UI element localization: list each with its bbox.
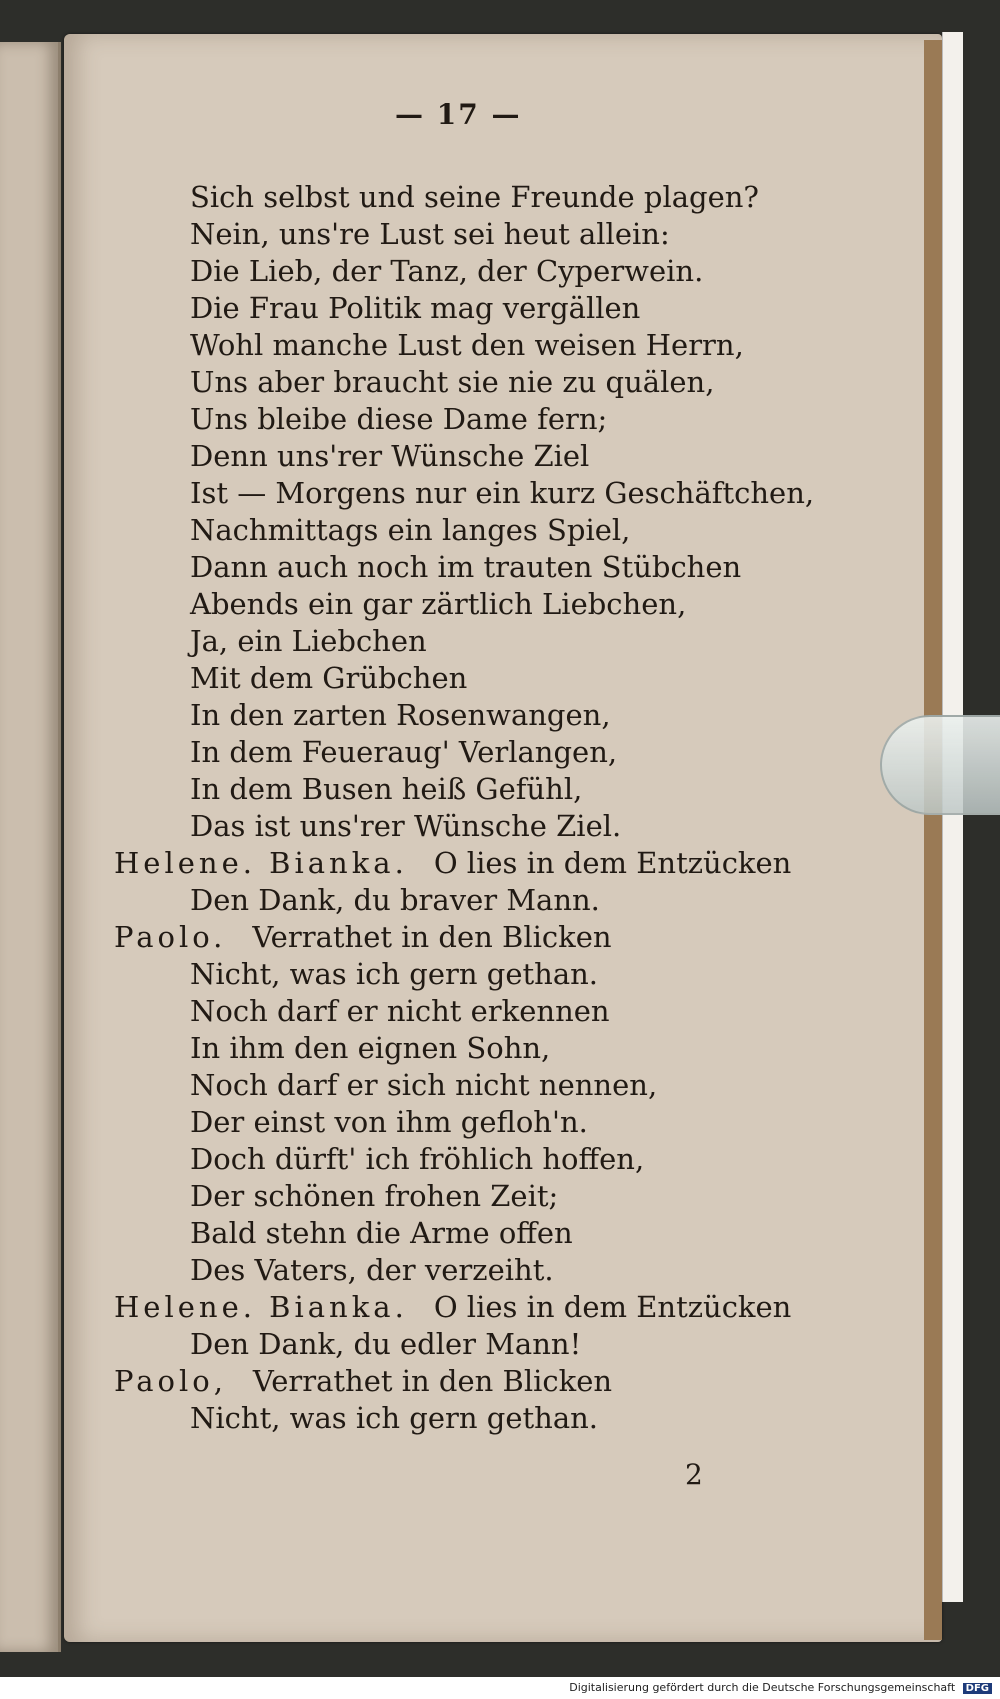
verse-line: Das ist uns'rer Wünsche Ziel. bbox=[190, 809, 622, 843]
dfg-logo: DFG bbox=[963, 1683, 992, 1694]
speaker-name: Paolo, bbox=[114, 1364, 227, 1398]
speaker-line bbox=[114, 1290, 791, 1324]
footer-credit-text: Digitalisierung gefördert durch die Deutsche Forschungsgemeinschaft bbox=[569, 1681, 956, 1694]
left-page-fragment bbox=[0, 42, 61, 1652]
verse-line: Noch darf er nicht erkennen bbox=[190, 994, 610, 1028]
page-edge bbox=[924, 40, 942, 1640]
verse-line: Mit dem Grübchen bbox=[190, 661, 468, 695]
verse-line: Sich selbst und seine Freunde plagen? bbox=[190, 180, 759, 214]
verse-line: Nicht, was ich gern gethan. bbox=[190, 957, 599, 991]
verse-line: Des Vaters, der verzeiht. bbox=[190, 1253, 554, 1287]
digitization-footer bbox=[0, 1677, 1000, 1699]
speaker-name: Helene. Bianka. bbox=[114, 1290, 408, 1324]
verse-line: In dem Feueraug' Verlangen, bbox=[190, 735, 618, 769]
speaker-line bbox=[114, 920, 612, 954]
verse-line: Die Frau Politik mag vergällen bbox=[190, 291, 641, 325]
verse-text: Verrathet in den Blicken bbox=[252, 1364, 613, 1398]
verse-line: Denn uns'rer Wünsche Ziel bbox=[190, 439, 590, 473]
signature-mark: 2 bbox=[685, 1458, 703, 1491]
verse-line: Der einst von ihm gefloh'n. bbox=[190, 1105, 588, 1139]
speaker-name: Helene. Bianka. bbox=[114, 846, 408, 880]
verse-line: Den Dank, du braver Mann. bbox=[190, 883, 600, 917]
verse-line: Nein, uns're Lust sei heut allein: bbox=[190, 217, 670, 251]
verse-line: In den zarten Rosenwangen, bbox=[190, 698, 611, 732]
speaker-name: Paolo. bbox=[114, 920, 227, 954]
verse-text: O lies in dem Entzücken bbox=[433, 1290, 792, 1324]
verse-line: Ist — Morgens nur ein kurz Geschäftchen, bbox=[190, 476, 815, 510]
footer-credit bbox=[569, 1681, 992, 1694]
verse-text: O lies in dem Entzücken bbox=[433, 846, 792, 880]
verse-line: Uns aber braucht sie nie zu quälen, bbox=[190, 365, 715, 399]
verse-line: Wohl manche Lust den weisen Herrn, bbox=[190, 328, 744, 362]
verse-line: Dann auch noch im trauten Stübchen bbox=[190, 550, 742, 584]
verse-line: Den Dank, du edler Mann! bbox=[190, 1327, 582, 1361]
verse-line: Uns bleibe diese Dame fern; bbox=[190, 402, 608, 436]
verse-line: Ja, ein Liebchen bbox=[190, 624, 427, 658]
verse-line: Bald stehn die Arme offen bbox=[190, 1216, 573, 1250]
verse-text: Verrathet in den Blicken bbox=[252, 920, 612, 954]
speaker-line bbox=[114, 846, 791, 880]
verse-line: Noch darf er sich nicht nennen, bbox=[190, 1068, 658, 1102]
verse-line: Der schönen frohen Zeit; bbox=[190, 1179, 559, 1213]
paper-strip bbox=[942, 32, 963, 1602]
verse-line: Nicht, was ich gern gethan. bbox=[190, 1401, 599, 1435]
verse-line: Nachmittags ein langes Spiel, bbox=[190, 513, 631, 547]
verse-line: In ihm den eignen Sohn, bbox=[190, 1031, 551, 1065]
verse-line: Doch dürft' ich fröhlich hoffen, bbox=[190, 1142, 645, 1176]
verse-line: In dem Busen heiß Gefühl, bbox=[190, 772, 583, 806]
verse-line: Abends ein gar zärtlich Liebchen, bbox=[190, 587, 687, 621]
page-number: — 17 — bbox=[395, 98, 522, 131]
verse-line: Die Lieb, der Tanz, der Cyperwein. bbox=[190, 254, 704, 288]
speaker-line bbox=[114, 1364, 612, 1398]
page-clip bbox=[880, 715, 1000, 815]
